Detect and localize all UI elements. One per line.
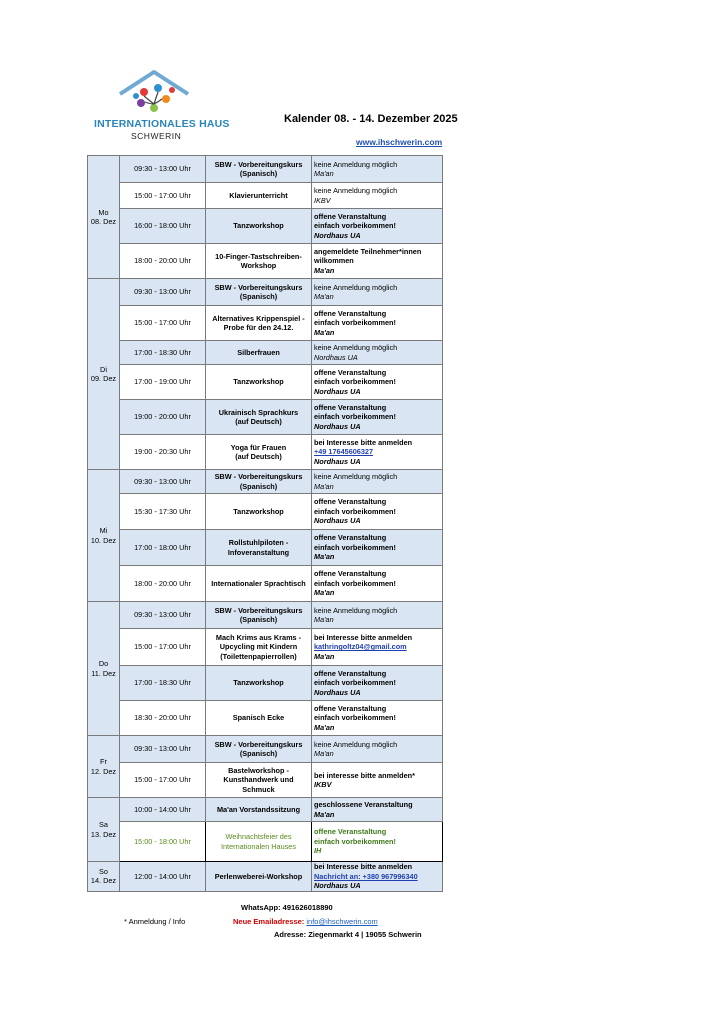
event-cell	[206, 183, 312, 209]
event-title-line: Yoga für Frauen	[230, 442, 287, 452]
address-label: Adresse:	[274, 930, 307, 939]
info-line: geschlossene Veranstaltung	[314, 800, 413, 809]
info-line: offene Veranstaltung	[314, 497, 387, 507]
time-cell: 09:30 - 13:00 Uhr	[120, 279, 206, 306]
info-cell	[312, 244, 443, 279]
event-title-line: Internationaler Sprachtisch	[211, 578, 306, 588]
info-line: Ma'an	[314, 169, 334, 178]
table-row	[88, 862, 443, 892]
info-line: offene Veranstaltung	[314, 211, 387, 221]
time-cell: 19:00 - 20:00 Uhr	[120, 400, 206, 435]
info-line: Ma'an	[314, 615, 334, 624]
event-cell	[206, 209, 312, 244]
contact-link[interactable]: Nachricht an: +380 967996340	[314, 871, 418, 881]
event-cell	[206, 435, 312, 470]
info-line: bei Interesse bitte anmelden	[314, 437, 413, 447]
time-cell: 09:30 - 13:00 Uhr	[120, 736, 206, 763]
info-line: Ma'an	[314, 265, 335, 275]
table-row	[88, 629, 443, 666]
info-line: IKBV	[314, 780, 332, 789]
day-name: Mi	[99, 526, 108, 535]
day-name: Do	[98, 659, 109, 668]
event-title-line: Ukrainisch Sprachkurs	[218, 407, 299, 417]
day-name: Fr	[100, 757, 107, 766]
event-title-line: Upcycling mit Kindern	[219, 642, 298, 652]
info-line: Nordhaus UA	[314, 516, 361, 526]
time-cell: 18:00 - 20:00 Uhr	[120, 244, 206, 279]
info-line: keine Anmeldung möglich	[314, 186, 398, 195]
table-row	[88, 341, 443, 365]
day-name: So	[99, 866, 108, 876]
info-line: einfach vorbeikommen!	[314, 506, 396, 516]
info-line: Nordhaus UA	[314, 687, 361, 697]
table-row	[88, 602, 443, 629]
day-date: 14. Dez	[90, 876, 117, 886]
info-cell	[312, 822, 443, 862]
day-date: 13. Dez	[90, 829, 117, 839]
time-cell: 18:00 - 20:00 Uhr	[120, 566, 206, 602]
event-cell	[206, 629, 312, 666]
table-row	[88, 822, 443, 862]
event-title-line: Silberfrauen	[237, 347, 280, 357]
info-line: Nordhaus UA	[314, 456, 361, 466]
info-line: bei interesse bitte anmelden*	[314, 770, 415, 780]
info-line: offene Veranstaltung	[314, 308, 387, 318]
time-cell: 15:30 - 17:30 Uhr	[120, 494, 206, 530]
time-cell: 10:00 - 14:00 Uhr	[120, 798, 206, 822]
table-row	[88, 244, 443, 279]
time-cell: 15:00 - 17:00 Uhr	[120, 183, 206, 209]
info-line: offene Veranstaltung	[314, 367, 387, 377]
event-title-line: Rollstuhlpiloten -	[228, 538, 289, 547]
info-cell	[312, 341, 443, 365]
event-cell	[206, 763, 312, 798]
event-title-line: SBW - Vorbereitungskurs	[214, 739, 303, 749]
website-link[interactable]: www.ihschwerin.com	[356, 137, 443, 147]
time-cell: 09:30 - 13:00 Uhr	[120, 156, 206, 183]
event-title-line: Kunsthandwerk und	[223, 775, 294, 785]
event-title-line: Klavierunterricht	[229, 190, 288, 200]
table-row	[88, 530, 443, 566]
info-line: Ma'an	[314, 552, 335, 562]
info-line: Nordhaus UA	[314, 386, 361, 396]
footer-note: * Anmeldung / Info	[124, 917, 186, 926]
info-cell	[312, 602, 443, 629]
event-cell	[206, 365, 312, 400]
info-line: keine Anmeldung möglich	[314, 605, 398, 615]
event-title-line: (auf Deutsch)	[235, 452, 282, 461]
event-cell	[206, 566, 312, 602]
time-cell: 18:30 - 20:00 Uhr	[120, 701, 206, 736]
table-row	[88, 156, 443, 183]
footer-whatsapp	[241, 903, 333, 912]
info-line: einfach vorbeikommen!	[314, 318, 396, 328]
info-line: Ma'an	[314, 651, 335, 661]
event-cell	[206, 530, 312, 566]
time-cell: 17:00 - 19:00 Uhr	[120, 365, 206, 400]
day-cell	[88, 470, 120, 602]
info-line: Ma'an	[314, 327, 335, 337]
event-cell	[206, 736, 312, 763]
table-row	[88, 209, 443, 244]
info-line: einfach vorbeikommen!	[314, 678, 396, 688]
event-title-line: (Spanisch)	[239, 481, 278, 491]
event-title-line: Mach Krims aus Krams -	[215, 632, 302, 642]
info-cell	[312, 279, 443, 306]
info-line: offene Veranstaltung	[314, 569, 387, 579]
info-cell	[312, 209, 443, 244]
table-row	[88, 365, 443, 400]
event-title-line: SBW - Vorbereitungskurs	[214, 472, 303, 481]
day-cell	[88, 279, 120, 470]
event-cell	[206, 822, 312, 862]
info-line: offene Veranstaltung	[314, 533, 387, 543]
time-cell: 15:00 - 17:00 Uhr	[120, 629, 206, 666]
table-row	[88, 306, 443, 341]
time-cell: 19:00 - 20:30 Uhr	[120, 435, 206, 470]
info-line: einfach vorbeikommen!	[314, 713, 396, 723]
info-line: Nordhaus UA	[314, 352, 358, 362]
event-title-line: Bastelworkshop -	[228, 765, 289, 775]
logo-subtitle: SCHWERIN	[131, 131, 182, 141]
event-cell	[206, 156, 312, 183]
event-title-line: Tanzworkshop	[233, 678, 284, 688]
time-cell: 15:00 - 18:00 Uhr	[120, 822, 206, 862]
event-title-line: Spanisch Ecke	[232, 713, 285, 723]
info-line: bei Interesse bitte anmelden	[314, 862, 413, 871]
event-title-line: (Spanisch)	[239, 749, 278, 758]
contact-link[interactable]: +49 17645606327	[314, 447, 374, 457]
event-title-line: (Spanisch)	[239, 292, 278, 301]
info-cell	[312, 530, 443, 566]
calendar-table	[87, 155, 443, 892]
house-logo-icon	[84, 68, 234, 120]
day-cell	[88, 602, 120, 736]
day-date: 12. Dez	[90, 766, 117, 776]
time-cell: 09:30 - 13:00 Uhr	[120, 470, 206, 494]
info-cell	[312, 435, 443, 470]
event-title-line: 10-Finger-Tastschreiben-	[215, 251, 302, 261]
event-title-line: SBW - Vorbereitungskurs	[214, 159, 303, 169]
table-row	[88, 183, 443, 209]
info-line: Ma'an	[314, 809, 335, 819]
event-cell	[206, 400, 312, 435]
event-cell	[206, 244, 312, 279]
event-title-line: Ma'an Vorstandssitzung	[216, 804, 301, 814]
email-link[interactable]: info@ihschwerin.com	[306, 917, 378, 926]
event-cell	[206, 701, 312, 736]
event-cell	[206, 602, 312, 629]
table-row	[88, 566, 443, 602]
table-row	[88, 763, 443, 798]
event-title-line: Internationalen Hauses	[220, 841, 297, 851]
day-date: 11. Dez	[91, 668, 116, 678]
info-cell	[312, 156, 443, 183]
time-cell: 16:00 - 18:00 Uhr	[120, 209, 206, 244]
event-title-line: Tanzworkshop	[233, 506, 284, 516]
contact-link[interactable]: kathringoltz04@gmail.com	[314, 642, 407, 652]
whatsapp-number: 491626018890	[282, 903, 333, 912]
day-cell	[88, 156, 120, 279]
info-line: keine Anmeldung möglich	[314, 739, 398, 749]
info-cell	[312, 736, 443, 763]
event-title-line: Workshop	[240, 261, 277, 270]
table-row	[88, 400, 443, 435]
table-row	[88, 494, 443, 530]
day-date: 09. Dez	[90, 374, 117, 383]
info-line: keine Anmeldung möglich	[314, 282, 398, 292]
info-cell	[312, 306, 443, 341]
email-label: Neue Emailadresse:	[233, 917, 305, 926]
event-cell	[206, 341, 312, 365]
whatsapp-label: WhatsApp:	[241, 903, 281, 912]
event-title-line: Infoveranstaltung	[227, 547, 290, 557]
logo-title: INTERNATIONALES HAUS	[94, 118, 230, 130]
info-cell	[312, 798, 443, 822]
table-row	[88, 279, 443, 306]
day-cell	[88, 798, 120, 862]
day-name: Mo	[98, 207, 109, 217]
info-line: wilkommen	[314, 256, 354, 266]
time-cell: 12:00 - 14:00 Uhr	[120, 862, 206, 892]
info-cell	[312, 862, 443, 892]
event-cell	[206, 306, 312, 341]
time-cell: 17:00 - 18:30 Uhr	[120, 666, 206, 701]
day-cell	[88, 736, 120, 798]
info-cell	[312, 365, 443, 400]
time-cell: 17:00 - 18:00 Uhr	[120, 530, 206, 566]
info-line: einfach vorbeikommen!	[314, 836, 396, 846]
table-row	[88, 435, 443, 470]
day-date: 08. Dez	[90, 217, 117, 226]
info-line: IH	[314, 846, 322, 856]
time-cell: 17:00 - 18:30 Uhr	[120, 341, 206, 365]
info-cell	[312, 629, 443, 666]
event-title-line: SBW - Vorbereitungskurs	[214, 605, 303, 615]
info-line: einfach vorbeikommen!	[314, 542, 396, 552]
table-row	[88, 666, 443, 701]
event-title-line: Perlenweberei-Workshop	[214, 871, 303, 881]
time-cell: 15:00 - 17:00 Uhr	[120, 763, 206, 798]
logo	[84, 68, 234, 148]
event-cell	[206, 862, 312, 892]
info-line: einfach vorbeikommen!	[314, 221, 396, 231]
info-cell	[312, 494, 443, 530]
event-cell	[206, 470, 312, 494]
event-title-line: SBW - Vorbereitungskurs	[214, 282, 303, 292]
event-title-line: (Spanisch)	[239, 169, 278, 178]
info-line: offene Veranstaltung	[314, 827, 387, 837]
info-line: offene Veranstaltung	[314, 703, 387, 713]
event-title-line: (Spanisch)	[239, 615, 278, 624]
event-title-line: Weihnachtsfeier des	[225, 832, 292, 841]
event-title-line: Alternatives Krippenspiel -	[212, 313, 305, 323]
info-line: Ma'an	[314, 722, 335, 732]
table-row	[88, 701, 443, 736]
info-cell	[312, 183, 443, 209]
event-cell	[206, 666, 312, 701]
time-cell: 09:30 - 13:00 Uhr	[120, 602, 206, 629]
info-cell	[312, 400, 443, 435]
info-line: Ma'an	[314, 588, 335, 598]
info-line: einfach vorbeikommen!	[314, 412, 396, 422]
event-title-line: (Toilettenpapierrollen)	[220, 651, 297, 661]
info-line: keine Anmeldung möglich	[314, 343, 398, 352]
info-cell	[312, 701, 443, 736]
day-name: Sa	[99, 820, 108, 829]
info-line: offene Veranstaltung	[314, 402, 387, 412]
footer-address	[274, 930, 422, 939]
info-line: offene Veranstaltung	[314, 668, 387, 678]
table-row	[88, 798, 443, 822]
info-line: einfach vorbeikommen!	[314, 578, 396, 588]
info-line: IKBV	[314, 195, 331, 205]
info-line: angemeldete Teilnehmer*innen	[314, 246, 422, 256]
event-cell	[206, 494, 312, 530]
info-line: Ma'an	[314, 749, 334, 758]
time-cell: 15:00 - 17:00 Uhr	[120, 306, 206, 341]
event-title-line: Tanzworkshop	[233, 377, 284, 387]
info-cell	[312, 566, 443, 602]
event-title-line: Schmuck	[242, 784, 275, 794]
day-cell	[88, 862, 120, 892]
info-line: Nordhaus UA	[314, 230, 361, 240]
day-date: 10. Dez	[90, 535, 117, 545]
info-cell	[312, 666, 443, 701]
info-line: keine Anmeldung möglich	[314, 159, 398, 169]
address-value: Ziegenmarkt 4 | 19055 Schwerin	[308, 930, 422, 939]
info-line: Ma'an	[314, 292, 334, 301]
info-line: Ma'an	[314, 481, 334, 491]
info-cell	[312, 470, 443, 494]
event-cell	[206, 798, 312, 822]
info-line: bei Interesse bitte anmelden	[314, 632, 413, 642]
table-row	[88, 470, 443, 494]
event-cell	[206, 279, 312, 306]
page-title: Kalender 08. - 14. Dezember 2025	[284, 113, 458, 125]
event-title-line: Probe für den 24.12.	[223, 323, 294, 332]
event-title-line: Tanzworkshop	[233, 221, 284, 231]
day-name: Di	[100, 364, 107, 374]
footer-email	[233, 917, 378, 926]
info-line: keine Anmeldung möglich	[314, 472, 398, 481]
table-row	[88, 736, 443, 763]
info-cell	[312, 763, 443, 798]
info-line: Nordhaus UA	[314, 421, 361, 431]
info-line: Nordhaus UA	[314, 881, 361, 890]
info-line: einfach vorbeikommen!	[314, 377, 396, 387]
event-title-line: (auf Deutsch)	[235, 417, 282, 426]
